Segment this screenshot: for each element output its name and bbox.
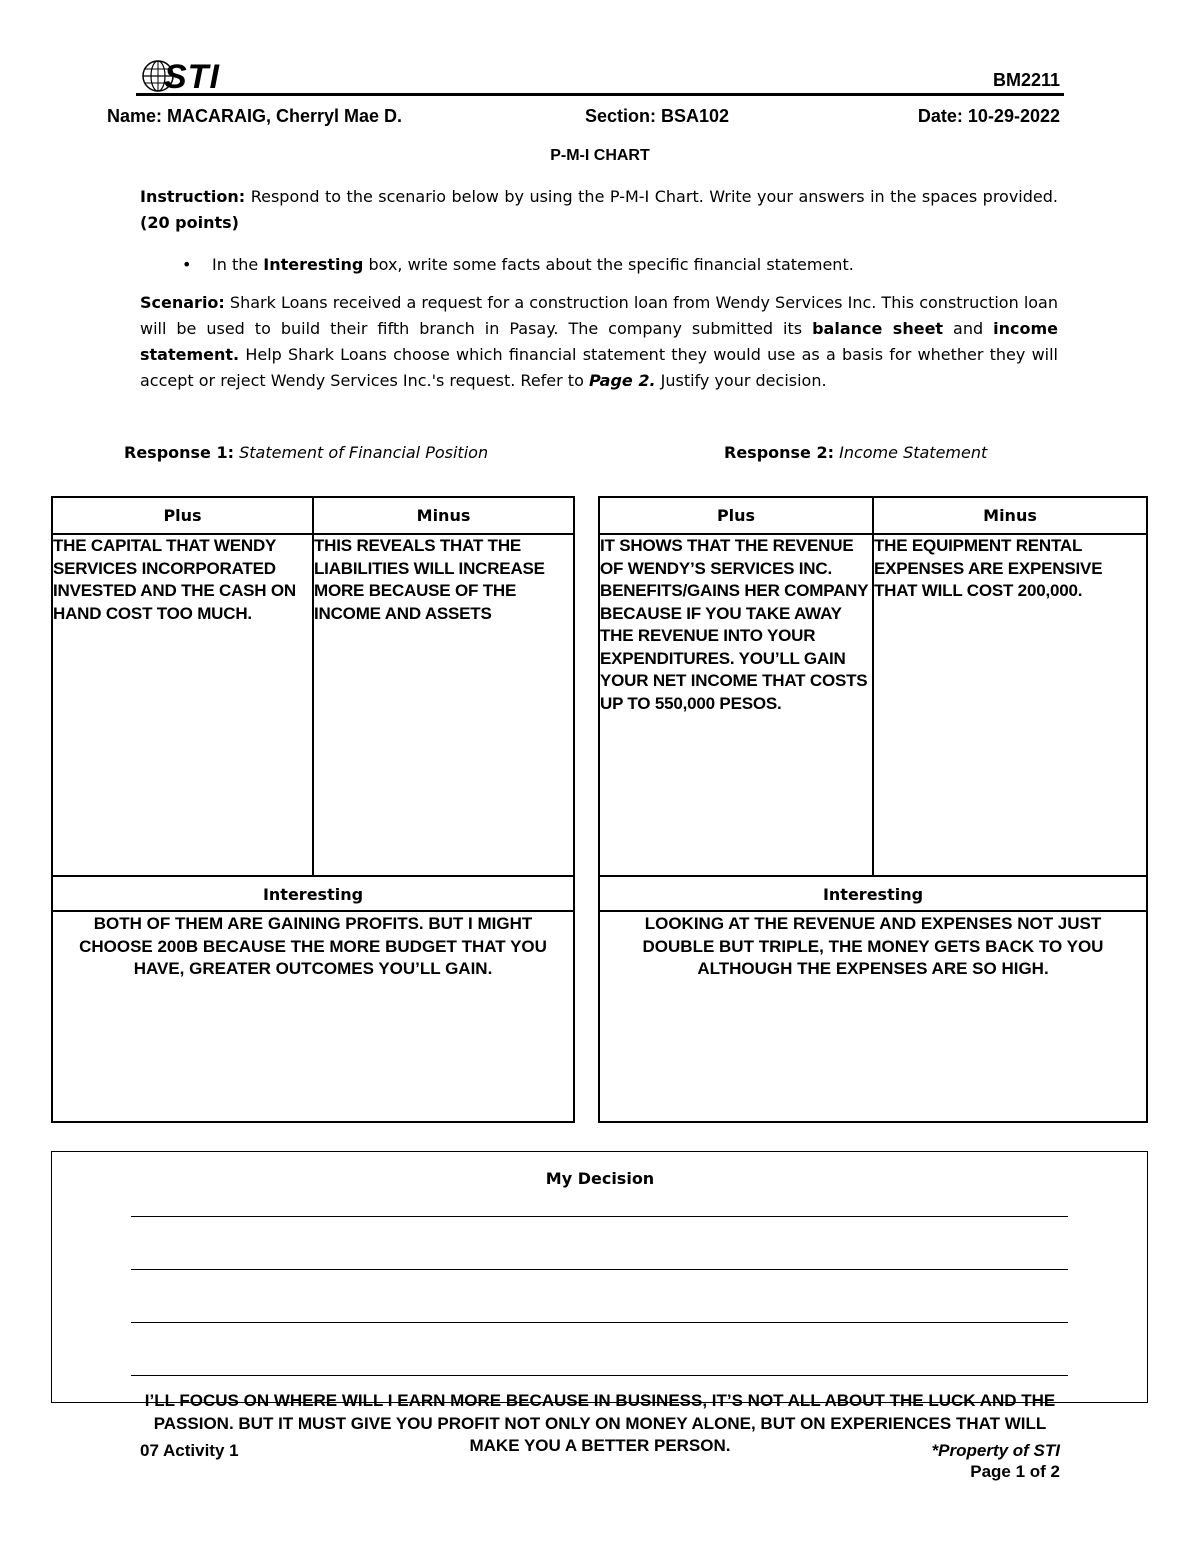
instruction-label: Instruction: — [140, 187, 246, 206]
instruction-bullet — [182, 252, 854, 278]
scenario-page-ref: Page 2. — [588, 371, 656, 390]
plus-answer: IT SHOWS THAT THE REVENUE OF WENDY’S SERVICES INC. BENEFITS/GAINS HER COMPANY BECAUSE IF YOU TAKE AWAY THE REVENUE INTO YOUR EXPENDITURES. YOU’LL GAIN YOUR NET INCOME THAT COSTS UP TO 550,000 PESOS. — [600, 536, 869, 713]
interesting-answer: LOOKING AT THE REVENUE AND EXPENSES NOT JUST DOUBLE BUT TRIPLE, THE MONEY GETS BACK TO YOU ALTHOUGH THE EXPENSES ARE SO HIGH. — [642, 914, 1104, 978]
decision-box — [51, 1151, 1148, 1403]
response-2-title: Income Statement — [839, 443, 988, 462]
interesting-header: Interesting — [822, 885, 924, 904]
instruction-text: Respond to the scenario below by using the P-M-I Chart. Write your answers in the spaces provided. — [250, 187, 1058, 206]
scenario-bold-2: income statement. — [140, 319, 1058, 364]
pmi-table-response-2 — [598, 496, 1148, 1123]
activity-label: 07 Activity 1 — [140, 1441, 239, 1460]
answer-line — [131, 1269, 1068, 1270]
answer-line — [131, 1375, 1068, 1376]
student-name: Name: MACARAIG, Cherryl Mae D. — [107, 106, 403, 126]
response-1-number: Response 1: — [124, 443, 235, 462]
minus-answer: THIS REVEALS THAT THE LIABILITIES WILL INCREASE MORE BECAUSE OF THE INCOME AND ASSETS — [314, 536, 545, 623]
interesting-header-divider — [600, 910, 1146, 912]
plus-header: Plus — [716, 506, 756, 525]
logo-text: STI — [164, 58, 220, 96]
plus-header: Plus — [163, 506, 202, 525]
scenario-paragraph — [140, 290, 1058, 394]
page-number: Page 1 of 2 — [970, 1462, 1060, 1481]
response-2-number: Response 2: — [724, 443, 835, 462]
interesting-divider — [53, 875, 573, 877]
instruction-paragraph — [140, 184, 1058, 236]
minus-header: Minus — [983, 506, 1037, 525]
answer-line — [131, 1216, 1068, 1217]
instruction-points: (20 points) — [140, 213, 239, 232]
scenario-text-1: Shark Loans received a request for a construction loan from Wendy Services Inc. This construction loan will be used to build their fifth branch in Pasay. The company submitted its — [140, 293, 1058, 338]
response-1-label — [124, 443, 488, 462]
answer-line — [131, 1322, 1068, 1323]
document-code: BM2211 — [992, 70, 1060, 90]
interesting-header-divider — [53, 910, 573, 912]
page-title: P-M-I CHART — [550, 147, 650, 164]
header-divider — [136, 93, 1064, 96]
plus-answer: THE CAPITAL THAT WENDY SERVICES INCORPORATED INVESTED AND THE CASH ON HAND COST TOO MUCH. — [53, 536, 296, 623]
response-1-title: Statement of Financial Position — [239, 443, 489, 462]
minus-answer: THE EQUIPMENT RENTAL EXPENSES ARE EXPENSIVE THAT WILL COST 200,000. — [874, 536, 1103, 600]
scenario-text-2: and — [953, 319, 984, 338]
scenario-label: Scenario: — [140, 293, 225, 312]
student-section: Section: BSA102 — [585, 106, 730, 126]
submission-date: Date: 10-29-2022 — [917, 106, 1060, 126]
minus-header: Minus — [416, 506, 471, 525]
scenario-bold-1: balance sheet — [812, 319, 944, 338]
scenario-text-3: Help Shark Loans choose which financial statement they would use as a basis for whether they will accept or reject Wendy Services Inc.'s request. Refer to — [140, 345, 1058, 390]
interesting-header: Interesting — [262, 885, 364, 904]
bullet-prefix: In the — [212, 255, 259, 274]
bullet-bold: Interesting — [263, 255, 364, 274]
scenario-text-4: Justify your decision. — [660, 371, 827, 390]
bullet-suffix: box, write some facts about the specific financial statement. — [368, 255, 854, 274]
interesting-divider — [600, 875, 1146, 877]
property-note: *Property of STI — [931, 1441, 1060, 1460]
bullet-icon: • — [182, 255, 192, 274]
sti-logo — [140, 58, 230, 94]
decision-header: My Decision — [545, 1169, 655, 1188]
pmi-table-response-1 — [51, 496, 575, 1123]
decision-answer: I’LL FOCUS ON WHERE WILL I EARN MORE BECAUSE IN BUSINESS, IT’S NOT ALL ABOUT THE LUCK AND THE PASSION. BUT IT MUST GIVE YOU PROFIT NOT ONLY ON MONEY ALONE, BUT ON EXPERIENCES THAT WILL MAKE YOU A BETTER PERSON. — [144, 1391, 1056, 1455]
interesting-answer: BOTH OF THEM ARE GAINING PROFITS. BUT I MIGHT CHOOSE 200B BECAUSE THE MORE BUDGET THAT YOU HAVE, GREATER OUTCOMES YOU’LL GAIN. — [79, 914, 547, 978]
response-2-label — [724, 443, 987, 462]
